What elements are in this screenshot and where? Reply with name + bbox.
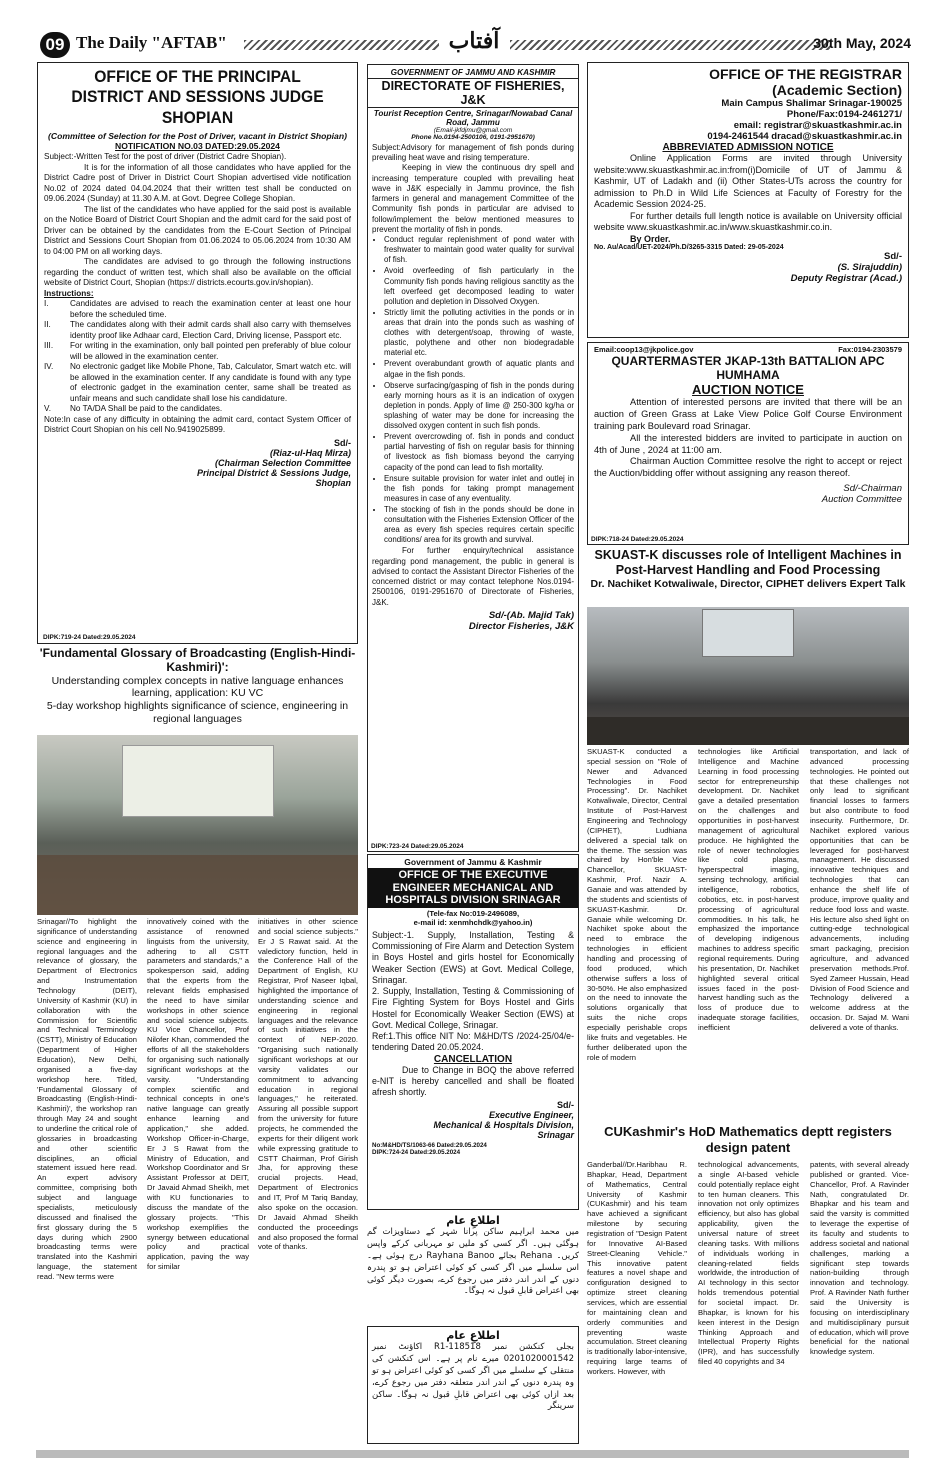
measure-item: • Ensure suitable provision for water inlet and outlej in the fish ponds for taking prompt management measures in case of any eventuality. — [384, 474, 574, 504]
quartermaster-email: Email:coop13@jkpolice.gov — [594, 345, 694, 354]
skuast-photo — [587, 607, 909, 745]
urdu-notice-2-body: بجلی کنکشن نمبر 118518-R1 اکاؤنٹ نمبر 0201020001542 میرے نام پر ہے۔ اس کنکشن کی منتقلی کے سلسلے میں اگر کسی کو کوئی اعتراض ہو تو وہ پندرہ دنوں کے اندر اندر متعلقہ دفتر میں رجوع کرے، بعد ازاں کوئی بھی اعتراض قابلِ قبول نہ ہوگا۔ ساکن سرینگر — [372, 1342, 574, 1412]
engineer-designation-1: Executive Engineer, — [488, 1110, 574, 1121]
instruction-number: III. — [44, 341, 54, 351]
issue-date: 30th May, 2024 — [813, 35, 911, 51]
quartermaster-para2: All the interested bidders are invited to participate in auction on 4th of June , 2024 at 11:00 am. — [594, 432, 902, 455]
instruction-item — [44, 362, 351, 404]
measure-item: • Prevent overcrowding of. fish in ponds and conduct partial harvesting of fish on regular basis for thinning of livestock as fish biomass beyond the carrying capacity of the pond can lead to fish mortality. — [384, 432, 574, 472]
cuk-col-3: patents, with several already published or granted. Vice-Chancellor, Prof. A Ravinder Nath, congratulated Dr. Bhapkar and his team and said the varsity is committed to leverage the expertise of its faculty and students to address societal and national challenges, marking a significant step towards nation-building through innovation and technology. Prof. A Ravinder Nath further said the University is focusing on interdisciplinary and multidisciplinary pursuit of education, which will prove beneficial for the national knowledge system. — [810, 1160, 909, 1357]
registrar-order: By Order. — [630, 233, 671, 244]
registrar-email: email: registrar@skuastkashmir.ac.in — [733, 120, 902, 131]
cuk-col-1: Ganderbal//Dr.Haribhau R. Bhapkar, Head, Department of Mathematics, Central University of Kashmir (CUKashmir) and his team have achieved a significant milestone by securing registration of "Design Patent for Innovative AI-Based Street-Cleaning Vehicle." This innovative patent features a novel shape and configuration designed to optimize street cleaning services, which are essential for maintaining clean and orderly communities and preventing waste accumulation. Street cleaning is traditionally labor-intensive, requiring large teams of workers. However, with — [587, 1160, 687, 1377]
instruction-item — [44, 404, 351, 415]
judge-subject: Subject:-Written Test for the post of driver (District Cadre Shopian). — [44, 152, 287, 162]
judge-para3: The candidates are advised to go through the following instructions regarding the conduct of written test, which shall also be available on the official website of District Court, Shopian (https:// districts.ecourts.gov.in/shopian). — [44, 257, 351, 288]
judge-dipk: DIPK:719-24 Dated:29.05.2024 — [43, 634, 136, 641]
fisheries-phone: Phone No.0194-2500106, 0191-2951670) — [411, 134, 535, 141]
urdu-notice-2 — [367, 1326, 579, 1444]
header-pattern-left — [244, 40, 439, 50]
instruction-item — [44, 299, 351, 320]
judge-para1: It is for the information of all those candidates who have applied for the District Cadre post of Driver in District Court Shopian advertised vide notification No.02 of 2024 dated 04.04.2024 that their written test shall be conducted on 09.06.2024 (Sunday) at 11.30 A.M. at Govt. Degree College Shopian. — [44, 162, 351, 204]
glossary-subhead-2: 5-day workshop highlights significance of science, engineering in regional languages — [46, 699, 349, 725]
paper-logo: آفتاب — [448, 28, 500, 54]
judge-title: OFFICE OF THE PRINCIPAL DISTRICT AND SESSIONS JUDGE SHOPIAN — [71, 67, 324, 127]
instruction-number: V. — [44, 404, 51, 414]
fisheries-sd: Sd/-(Ab. Majid Tak) — [488, 609, 574, 621]
judge-instructions — [44, 299, 351, 415]
engineer-dipk: DIPK:724-24 Dated:29.05.2024 — [372, 1149, 461, 1157]
quartermaster-dipk: DIPK:718-24 Dated:29.05.2024 — [591, 536, 684, 543]
glossary-subhead-1: Understanding complex concepts in native language enhances learning, application: KU VC — [51, 674, 344, 700]
judge-notification: NOTIFICATION NO.03 DATED:29.05.2024 — [115, 141, 280, 152]
engineer-subject-1: Subject:-1. Supply, Installation, Testing & Commissioning of Fire Alarm and Detection System in Boys Hostel and girls hostel for Economically Weaker Section (EWS) at Govt. Medical College, Srinagar. — [372, 929, 574, 985]
urdu-notice-1 — [367, 1214, 579, 1324]
fisheries-title: DIRECTORATE OF FISHERIES, J&K — [368, 78, 578, 108]
judge-note: Note:In case of any difficulty in obtaining the admit card, contact System Officer of District Court Shopian on his cell No.9419025899. — [44, 414, 351, 435]
fisheries-para2: For further enquiry/technical assistance regarding pond management, the public in general is advised to contact the Assistant Director Fisheries of the concerned district or may contact telephone Nos.0194-2500106, 0191-2951670 of Directorate of Fisheries, J&K. — [372, 546, 574, 607]
quartermaster-notice — [587, 342, 909, 545]
fisheries-address: Tourist Reception Centre, Srinagar/Nowabad Canal Road, Jammu — [373, 109, 573, 127]
glossary-headline: 'Fundamental Glossary of Broadcasting (English-Hindi-Kashmiri)': — [39, 646, 356, 675]
registrar-heading: ABBREVIATED ADMISSION NOTICE — [662, 142, 834, 153]
skuast-col-3: transportation, and lack of advanced processing technologies. He pointed out that these challenges not only lead to significant financial losses to farmers but also contribute to food insecurity. Furthermore, Dr. Nachiket explored various opportunities that can be leveraged for post-harvest management. He discussed innovative techniques and technologies that can enhance the shelf life of produce, improve quality and reduce food loss and waste. His lecture also shed light on cutting-edge technological advancements, including smart packaging, precision agriculture, and advanced preservation methods.Prof. Syed Zameer Hussain, Head Division of Food Science and Technology delivered a welcome address at the occasion. Dr. Sajad M. Wani delivered a vote of thanks. — [810, 747, 909, 1033]
fisheries-subject: Subject:Advisory for management of fish ponds during prevailing heat wave and rising temperature. — [372, 143, 574, 163]
engineer-number: No:M&HD/TS/1063-66 Dated:29.05.2024 — [372, 1142, 487, 1150]
workshop-banner — [122, 745, 274, 817]
skuast-col-1: SKUAST-K conducted a special session on "Role of Newer and Advanced Technologies in Food Processing". Dr. Nachiket Kotwaliwale, Director, Central Institute of Post-Harvest Engineering and Technology (CIPHET), Ludhiana delivered a special talk on the theme. The session was chaired by Hon'ble Vice Chancellor, SKUAST-Kashmir, Prof. Nazir A. Ganaie and was attended by the students and scientists of SKUAST-Kashmir. Dr. Ganaie while welcoming Dr. Nachiket spoke about the need to embrace the technologies in efficient handling and processing of food produced, which otherwise suffers a loss of 30-50%. He also emphasized on the need to innovate the solutions organically that suits the niche crops especially perishable crops like fruits and vegetables. He further deliberated upon the role of modern — [587, 747, 687, 1062]
fisheries-email: (Email-jkfdjmu@gmail.com — [433, 127, 513, 134]
instruction-text: No electronic gadget like Mobile Phone, Tab, Calculator, Smart watch etc. will be allowed in the examination center. If any candidate is found with any type of electronic gadget in the examination center, same shall be treated as unfair means and such candidate shall lose his candidature. — [70, 362, 351, 403]
judge-para2: The list of the candidates who have applied for the said post is available on the Notice Board of District Court Shopian and the admit card for the said post of Driver can be obtained by the candidates from the E-Court Section of Principal District and Sessions Court Shopian from 01.06.2024 to 05.06.2024 from 10:30 AM to 04:00 PM on all working days. — [44, 204, 351, 256]
engineer-para: Due to Change in BOQ the above referred e-NIT is hereby cancelled and shall be floated afresh shortly. — [372, 1064, 574, 1098]
quartermaster-title: QUARTERMASTER JKAP-13th BATTALION APC HUMHAMA — [611, 354, 885, 382]
instruction-number: I. — [44, 299, 49, 309]
page-number: 09 — [40, 32, 70, 58]
skuast-story — [587, 548, 909, 591]
fisheries-designation: Director Fisheries, J&K — [468, 620, 574, 632]
instruction-text: Candidates are advised to reach the examination center at least one hour before the scheduled time. — [70, 299, 351, 319]
measure-item: • Prevent overabundant growth of aquatic plants and algae in the fish ponds. — [384, 359, 574, 379]
registrar-para2: For further details full length notice is available on University official website www.skuastkashmir.ac.in/www.skuastkashmir.co.in. — [594, 210, 902, 233]
glossary-story — [37, 646, 358, 725]
quartermaster-fax: Fax:0194-2303579 — [838, 345, 902, 354]
registrar-number: No. Au/Acad/UET-2024/Ph.D/3265-3315 Dated: 29-05-2024 — [594, 243, 784, 251]
engineer-subject-2: 2. Supply, Installation, Testing & Commissioning of Fire Fighting System for Boys Hostel and Girls Hostel for Economically Weaker Section (EWS) at Govt. Medical College, Srinagar. — [372, 986, 574, 1030]
engineer-designation-2: Mechanical & Hospitals Division, — [433, 1120, 574, 1131]
engineer-ref: Ref:1.This office NIT No: M&HD/TS /2024-25/04/e-tendering Dated 20.05.2024. — [372, 1031, 574, 1053]
instruction-text: For writing in the examination, only ball pointed pen preferably of blue colour will be allowed in the examination center. — [70, 341, 351, 361]
fisheries-measures — [372, 235, 574, 545]
instruction-number: IV. — [44, 362, 54, 372]
quartermaster-contact — [594, 345, 902, 354]
fisheries-gov: GOVERNMENT OF JAMMU AND KASHMIR — [390, 68, 556, 77]
masthead — [36, 30, 911, 60]
conference-table — [37, 855, 358, 915]
judge-signatory: (Riaz-ul-Haq Mirza) — [270, 447, 351, 458]
fisheries-para1: Keeping in view the continuous dry spell and increasing temperature coupled with prevailing heat wave in J&K especially in Jammu province, the fish farmers in general and management Committee of the Community fish ponds in particular are advised to follow/implement the below mentioned measures to prevent the mortality of fish in ponds. — [372, 163, 574, 234]
instruction-text: No TA/DA Shall be paid to the candidates. — [70, 404, 223, 414]
urdu-notice-2-title: اطلاعِ عام — [446, 1329, 500, 1342]
registrar-sd: Sd/- — [884, 250, 902, 262]
quartermaster-para3: Chairman Auction Committee resolve the right to accept or reject the Auction/bidding offer without assigning any reason thereof. — [594, 456, 902, 479]
measure-item: • The stocking of fish in the ponds should be done in consultation with the Fisheries Extension Officer of the area as every fish species requires certain specific conditions/ area for its growth and survival. — [384, 505, 574, 545]
glossary-col-3: initiatives in other science and social science subjects." Er J S Rawat said. At the valedictory function, held in the Conference Hall of the Department of English, KU Registrar, Prof Naseer Iqbal, highlighted the importance of understanding science and engineering in regional languages and the relevance of such initiatives in the context of NEP-2020. "Organising such nationally significant workshops at our varsity validates our commitment to advancing education in regional languages," he reiterated. Assuring all possible support from the university for future projects, he commended the experts for their diligent work while expressing gratitude to CSTT Chairman, Prof Girish Jha, for approving these crucial projects. Head, Department of Electronics and IT, Prof M Tariq Banday, also spoke on the occasion. Dr Javaid Ahmad Sheikh conducted the proceedings and also proposed the formal vote of thanks. — [258, 917, 358, 1252]
front-table — [587, 717, 909, 745]
judge-designation-2: Principal District & Sessions Judge, — [196, 467, 351, 478]
header-pattern-right — [510, 40, 830, 50]
glossary-col-2: innovatively coined with the assistance of renowned linguists from the university, adhering to all CSTT parameters and standards," a spokesperson said, adding that the experts from the relevant fields emphasised the need to have similar workshops in other science and social science subjects. KU Vice Chancellor, Prof Nilofer Khan, commended the efforts of all the stakeholders for organising such nationally significant workshops at the varsity. "Understanding complex scientific and technical concepts in one's native language can greatly enhance learning and application," she added. Workshop Officer-in-Charge, Er J S Rawat from the Ministry of Education, and Workshop Coordinator and Sr Assistant Professor at DEIT, Dr Javaid Ahmad Sheikh, met with KU functionaries to discuss the mandate of the glossary projects. "This workshop exemplifies the synergy between educational policy and practical application, paving the way for similar — [147, 917, 249, 1272]
registrar-notice — [587, 62, 909, 338]
quartermaster-para1: Attention of interested persons are invited that there will be an auction of Green Grass at Lake View Police Golf Course Environment training park Boulevard road Srinagar. — [594, 397, 902, 431]
judge-instructions-heading: Instructions: — [44, 288, 94, 298]
fisheries-dipk: DIPK:723-24 Dated:29.05.2024 — [371, 843, 464, 850]
engineer-email: e-mail id: xenmhchdk@yahoo.in) — [413, 917, 533, 927]
instruction-item — [44, 341, 351, 362]
engineer-cancellation: CANCELLATION — [433, 1053, 513, 1065]
registrar-address: Main Campus Shalimar Srinagar-190025 — [721, 98, 902, 109]
judge-subtitle: (Committee of Selection for the Post of Driver, vacant in District Shopian) — [48, 131, 347, 142]
engineer-sd: Sd/- — [557, 1100, 574, 1111]
registrar-section: (Academic Section) — [772, 82, 902, 98]
skuast-subhead: Dr. Nachiket Kotwaliwale, Director, CIPHET delivers Expert Talk — [590, 578, 906, 590]
quartermaster-designation: Auction Committee — [821, 494, 902, 506]
urdu-notice-1-title: اطلاعِ عام — [446, 1214, 500, 1227]
engineer-gov: Government of Jammu & Kashmir — [404, 857, 542, 867]
instruction-number: II. — [44, 320, 51, 330]
judge-sd: Sd/- — [334, 437, 351, 448]
judge-notice — [37, 62, 358, 644]
registrar-phone: Phone/Fax:0194-2461271/ — [786, 109, 902, 120]
registrar-title: OFFICE OF THE REGISTRAR — [709, 66, 902, 82]
judge-designation-3: Shopian — [315, 477, 351, 488]
instruction-text: The candidates along with their admit cards shall also carry with themselves identity proof like Adhaar card, Election Card, Driving license, Passport etc. — [70, 320, 351, 340]
skuast-headline: SKUAST-K discusses role of Intelligent Machines in Post-Harvest Handling and Food Processing — [594, 548, 902, 577]
engineer-notice — [367, 854, 579, 1210]
quartermaster-sd: Sd/-Chairman — [843, 483, 902, 495]
measure-item: • Observe surfacing/gasping of fish in the ponds during early morning hours as it is an indication of oxygen depletion in ponds. Apply of lime @ 250-300 kg/ha or splashing of water may be done for increasing the dissolved oxygen content in such fish ponds. — [384, 381, 574, 432]
cuk-col-2: technological advancements, a single AI-based vehicle could potentially replace eight to ten human cleaners. This innovation not only optimizes efficiency, but also has global applicability, given the universal nature of street cleaning tasks. With millions of individuals working in cleaning-related fields worldwide, the introduction of AI technology in this sector holds tremendous potential for societal impact. Dr. Bhapkar, is known for his keen interest in the Design Thinking Approach and Intellectual Property Rights (IPR), and has successfully filed 40 copyrights and 34 — [698, 1160, 799, 1367]
quartermaster-heading: AUCTION NOTICE — [692, 382, 804, 397]
measure-item: • Avoid overfeeding of fish particularly in the Community fish ponds having religious sanctity as the left overfeed get decomposed leading to water pollution and depletion in Dissolved Oxygen. — [384, 266, 574, 306]
measure-item: • Strictly limit the polluting activities in the ponds or in areas that drain into the ponds such as washing of clothes with detergent/soap, throwing of waste, plastic, polythene and other non biodegradable material etc. — [384, 308, 574, 359]
measure-item: • Conduct regular replenishment of pond water with freshwater to maintain good water quality for survival of fish. — [384, 235, 574, 265]
instruction-item — [44, 320, 351, 341]
engineer-designation-3: Srinagar — [537, 1130, 574, 1141]
paper-name: The Daily "AFTAB" — [76, 33, 227, 52]
registrar-email-2: 0194-2461544 dracad@skuastkashmir.ac.in — [707, 131, 902, 142]
footer-rule — [36, 1450, 909, 1458]
skuast-col-2: technologies like Artificial Intelligence and Machine Learning in food processing sector for entrepreneurship development. Dr. Nachiket gave a detailed presentation on the challenges and opportunities in post-harvest management of agricultural produce. He highlighted the role of newer technologies like cold plasma, hyperspectral imaging, sensing technology, artificial intelligence, robotics, cobotics, etc. in post-harvest processing of agricultural commodities. In his talk, he emphasized the importance of developing indigenous machines to address specific regional requirements. During his presentation, Dr. Nachiket highlighted several critical issues faced in the post-harvest handling such as the loss of produce due to inadequate storage facilities, inefficient — [698, 747, 799, 1033]
registrar-designation: Deputy Registrar (Acad.) — [790, 272, 902, 284]
cuk-headline: CUKashmir's HoD Mathematics deptt registers design patent — [604, 1124, 892, 1155]
glossary-photo — [37, 735, 358, 915]
glossary-col-1: Srinagar//To highlight the significance of understanding science and engineering in regional languages and the relevance of glossary, the Department of Electronics and Instrumentation Technology (DEIT), University of Kashmir (KU) in collaboration with the Commission for Scientific and Technical Terminology (CSTT), Ministry of Education (Department of Higher Education), New Delhi, organised a five-day workshop here. Titled, 'Fundamental Glossary of Broadcasting (English-Hindi-Kashmiri)', the workshop ran through May 24 and sought to underline the critical role of glossaries in broadcasting and other scientific disciplines, an official statement issued here read. An expert advisory committee, comprising both subject and language specialists, meticulously discussed and finalised the first glossary during the 5 days during which 2900 broadcasting terms were translated into the Kashmiri language, the statement read. "New terms were — [37, 917, 137, 1281]
registrar-signatory: (S. Sirajuddin) — [837, 261, 902, 273]
presentation-screen — [702, 609, 794, 657]
engineer-tel: (Tele-fax No:019-2496089, — [426, 908, 520, 918]
judge-designation-1: (Chairman Selection Committee — [214, 457, 351, 468]
registrar-para1: Online Application Forms are invited through University website:www.skuastkashmir.ac.in:from(i)Domicile of UT of Jammu & Kashmir, UT of Ladakh and (ii) Other States-UTs across the country for admission to Ph.D in Wild Life Sciences at Faculty of Forestry for the Academic Session 2024-25. — [594, 153, 902, 210]
fisheries-notice — [367, 64, 579, 852]
urdu-notice-1-body: میں محمد ابراہیم ساکن پرانا شہر کے دستاویزات گم ہوگئی ہیں۔ اگر کسی کو ملیں تو مہربانی کرکے واپس کریں۔ Rehana بجائے Rayhana Banoo درج ہوئی ہے۔ اس سلسلے میں اگر کسی کو کوئی اعتراض ہو تو پندرہ دنوں کے اندر اندر دفتر میں رجوع کرے، بصورت دیگر کوئی بھی اعتراض قابلِ قبول نہ ہوگا۔ — [367, 1227, 579, 1297]
engineer-title: OFFICE OF THE EXECUTIVE ENGINEER MECHANICAL AND HOSPITALS DIVISION SRINAGAR — [368, 868, 578, 908]
